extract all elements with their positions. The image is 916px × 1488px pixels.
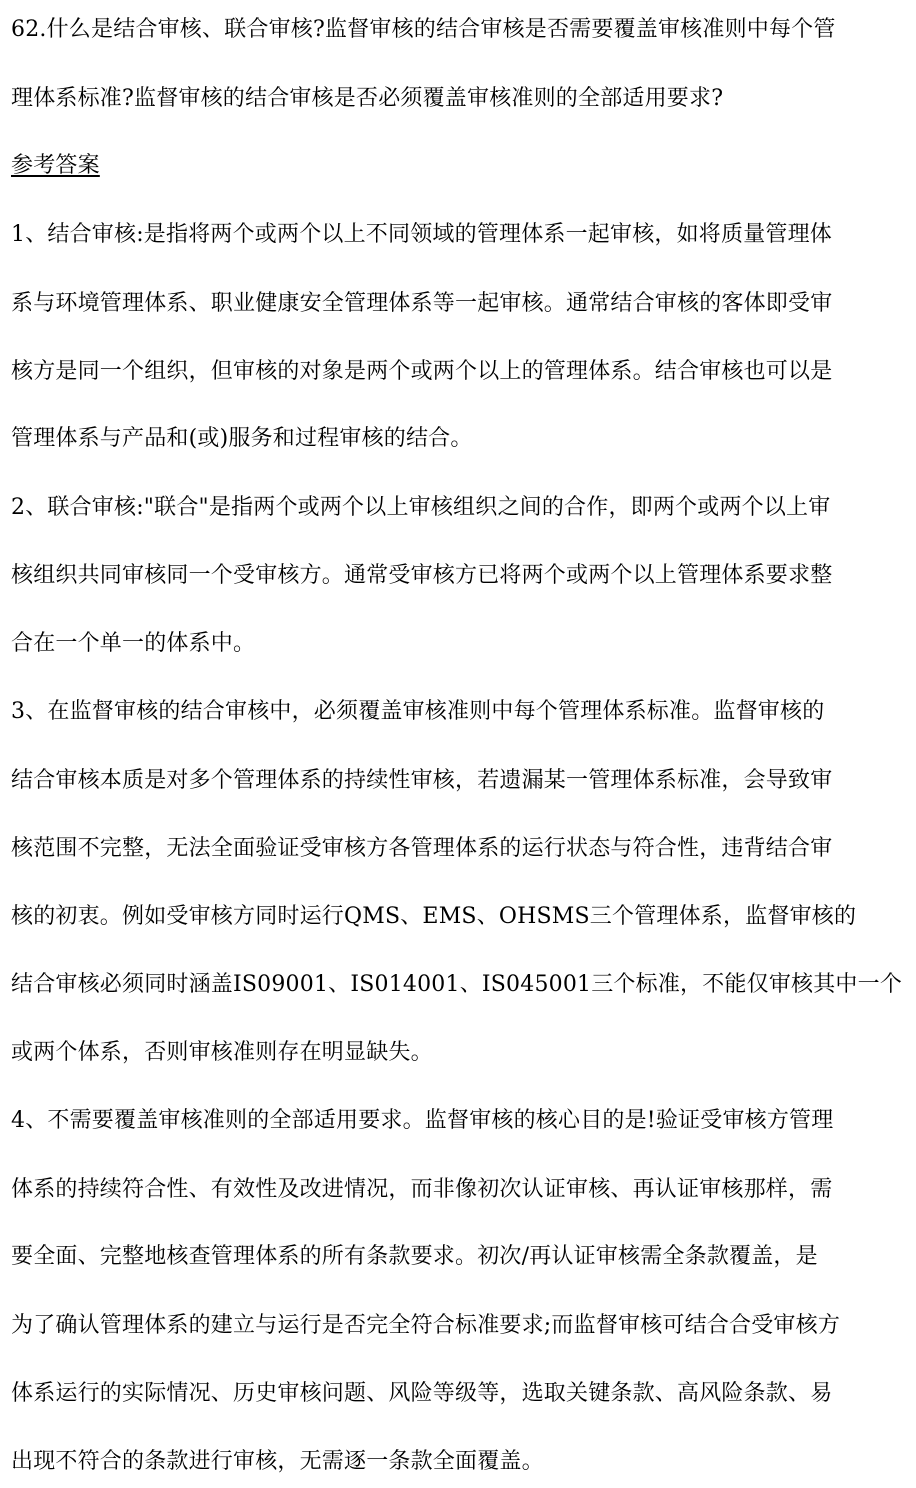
answer-4-line-5: 体系运行的实际情况、历史审核问题、风险等级等，选取关键条款、高风险条款、易 bbox=[11, 1381, 833, 1406]
answer-3-line-5: 结合审核必须同时涵盖IS09001、IS014001、IS045001三个标准，不能仅审核其中一个 bbox=[11, 972, 903, 997]
question-line-1: 62.什么是结合审核、联合审核?监督审核的结合审核是否需要覆盖审核准则中每个管 bbox=[11, 17, 836, 42]
answer-3-line-1: 3、在监督审核的结合审核中，必须覆盖审核准则中每个管理体系标准。监督审核的 bbox=[11, 699, 825, 724]
answer-3-line-3: 核范围不完整，无法全面验证受审核方各管理体系的运行状态与符合性，违背结合审 bbox=[11, 836, 833, 861]
question-line-2: 理体系标准?监督审核的结合审核是否必须覆盖审核准则的全部适用要求? bbox=[11, 86, 724, 111]
answer-2-line-3: 合在一个单一的体系中。 bbox=[11, 631, 256, 656]
answer-2-line-1: 2、联合审核:"联合"是指两个或两个以上审核组织之间的合作，即两个或两个以上审 bbox=[11, 495, 831, 520]
answer-4-line-4: 为了确认管理体系的建立与运行是否完全符合标准要求;而监督审核可结合合受审核方 bbox=[11, 1313, 841, 1338]
answer-1-line-3: 核方是同一个组织，但审核的对象是两个或两个以上的管理体系。结合审核也可以是 bbox=[11, 359, 833, 384]
answer-4-line-1: 4、不需要覆盖审核准则的全部适用要求。监督审核的核心目的是!验证受审核方管理 bbox=[11, 1108, 834, 1133]
answer-4-line-3: 要全面、完整地核查管理体系的所有条款要求。初次/再认证审核需全条款覆盖，是 bbox=[11, 1244, 818, 1269]
answer-4-line-6: 出现不符合的条款进行审核，无需逐一条款全面覆盖。 bbox=[11, 1449, 544, 1474]
answer-heading: 参考答案 bbox=[11, 153, 100, 178]
answer-3-line-6: 或两个体系，否则审核准则存在明显缺失。 bbox=[11, 1040, 433, 1065]
answer-1-line-2: 系与环境管理体系、职业健康安全管理体系等一起审核。通常结合审核的客体即受审 bbox=[11, 291, 833, 316]
answer-2-line-2: 核组织共同审核同一个受审核方。通常受审核方已将两个或两个以上管理体系要求整 bbox=[11, 563, 833, 588]
answer-3-line-4: 核的初衷。例如受审核方同时运行QMS、EMS、OHSMS三个管理体系，监督审核的 bbox=[11, 904, 857, 929]
answer-3-line-2: 结合审核本质是对多个管理体系的持续性审核，若遗漏某一管理体系标准，会导致审 bbox=[11, 768, 833, 793]
answer-1-line-1: 1、结合审核:是指将两个或两个以上不同领域的管理体系一起审核，如将质量管理体 bbox=[11, 222, 833, 247]
answer-1-line-4: 管理体系与产品和(或)服务和过程审核的结合。 bbox=[11, 426, 473, 451]
answer-4-line-2: 体系的持续符合性、有效性及改进情况，而非像初次认证审核、再认证审核那样，需 bbox=[11, 1177, 833, 1202]
